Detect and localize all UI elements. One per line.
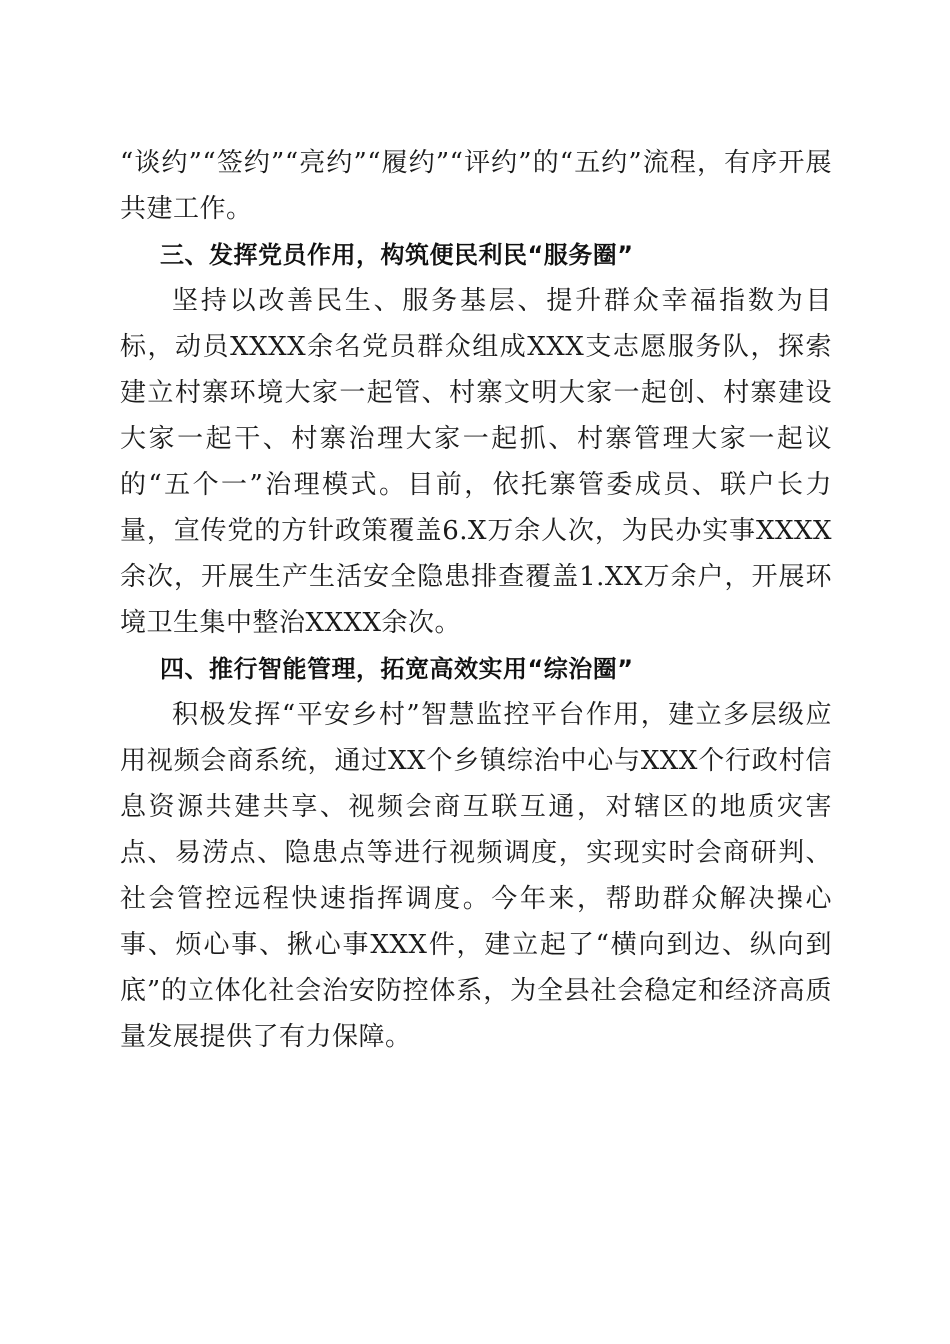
paragraph-service-circle: 坚持以改善民生、服务基层、提升群众幸福指数为目标，动员XXXX余名党员群众组成XXX支志愿服务队，探索建立村寨环境大家一起管、村寨文明大家一起创、村寨建设大家一起干、村寨治理大家一起抓、村寨管理大家一起议的“五个一”治理模式。目前，依托寨管委成员、联户长力量，宣传党的方针政策覆盖6.X万余人次，为民办实事XXXX余次，开展生产生活安全隐患排查覆盖1.XX万余户，开展环境卫生集中整治XXXX余次。 bbox=[120, 286, 832, 638]
document-body bbox=[120, 140, 832, 1060]
section-heading-four: 四、推行智能管理，拓宽高效实用“综治圈” bbox=[160, 655, 634, 683]
section-heading-three: 三、发挥党员作用，构筑便民利民“服务圈” bbox=[160, 241, 634, 269]
paragraph-governance-circle: 积极发挥“平安乡村”智慧监控平台作用，建立多层级应用视频会商系统，通过XX个乡镇综治中心与XXX个行政村信息资源共建共享、视频会商互联互通，对辖区的地质灾害点、易涝点、隐患点等进行视频调度，实现实时会商研判、社会管控远程快速指挥调度。今年来，帮助群众解决操心事、烦心事、揪心事XXX件，建立起了“横向到边、纵向到底”的立体化社会治安防控体系，为全县社会稳定和经济高质量发展提供了有力保障。 bbox=[120, 700, 832, 1052]
paragraph-continuation: “谈约”“签约”“亮约”“履约”“评约”的“五约”流程，有序开展共建工作。 bbox=[120, 148, 832, 224]
